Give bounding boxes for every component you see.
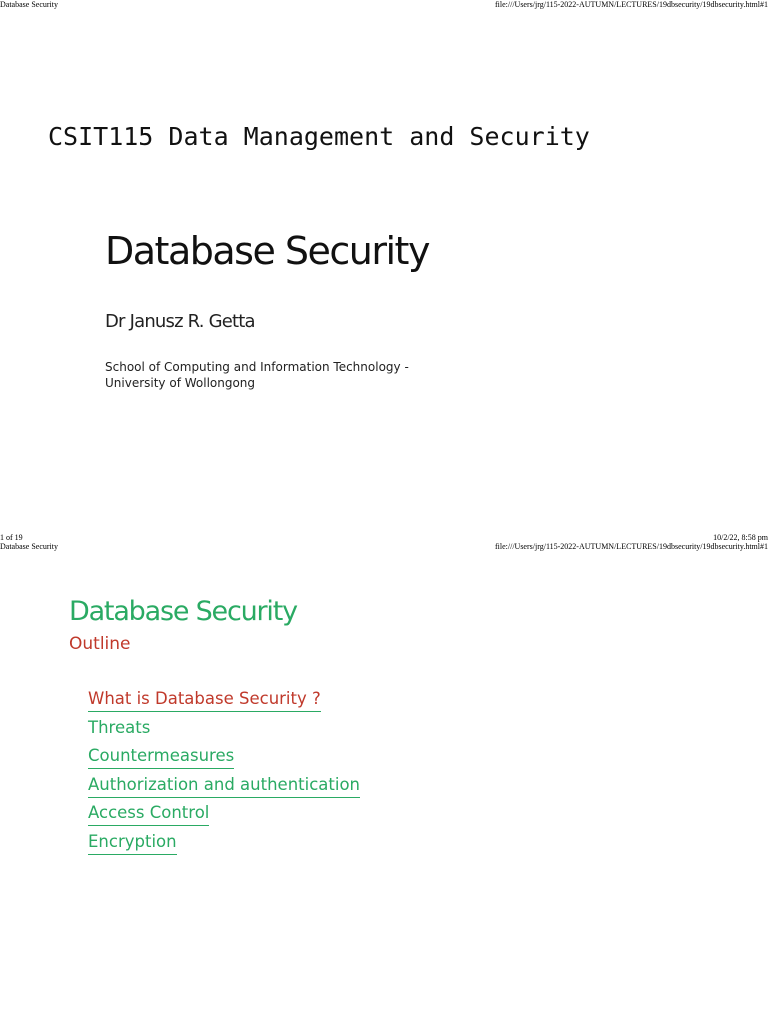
- outline-item: [88, 831, 360, 860]
- page1-footer-page-count: 1 of 19: [0, 533, 23, 542]
- outline-item: [88, 688, 360, 717]
- outline-item: [88, 745, 360, 774]
- page1-header-title: Database Security: [0, 0, 58, 9]
- outline-link-what-is-database-security[interactable]: What is Database Security ?: [88, 688, 321, 712]
- slide-title: Database Security: [105, 229, 429, 273]
- page1-footer-timestamp: 10/2/22, 8:58 pm: [713, 533, 768, 542]
- page1-header-url: file:///Users/jrg/115-2022-AUTUMN/LECTURES/19dbsecurity/19dbsecurity.html#1: [494, 0, 768, 9]
- outline-link-encryption[interactable]: Encryption: [88, 831, 177, 855]
- affiliation-line-1: School of Computing and Information Technology -: [105, 360, 409, 374]
- outline-link-access-control[interactable]: Access Control: [88, 802, 209, 826]
- outline-subtitle: Outline: [69, 634, 131, 654]
- author-name: Dr Janusz R. Getta: [105, 311, 255, 332]
- affiliation-line-2: University of Wollongong: [105, 376, 256, 390]
- outline-link-threats[interactable]: Threats: [88, 717, 151, 737]
- outline-item: [88, 717, 360, 746]
- outline-link-authorization-and-authentication[interactable]: Authorization and authentication: [88, 774, 360, 798]
- page2-header-title: Database Security: [0, 542, 58, 551]
- page2-header-url: file:///Users/jrg/115-2022-AUTUMN/LECTURES/19dbsecurity/19dbsecurity.html#1: [494, 542, 768, 551]
- outline-list: [88, 688, 360, 860]
- course-title: CSIT115 Data Management and Security: [48, 122, 590, 151]
- outline-slide-title: Database Security: [69, 596, 297, 627]
- affiliation: [105, 359, 409, 391]
- outline-item: [88, 802, 360, 831]
- outline-link-countermeasures[interactable]: Countermeasures: [88, 745, 234, 769]
- outline-item: [88, 774, 360, 803]
